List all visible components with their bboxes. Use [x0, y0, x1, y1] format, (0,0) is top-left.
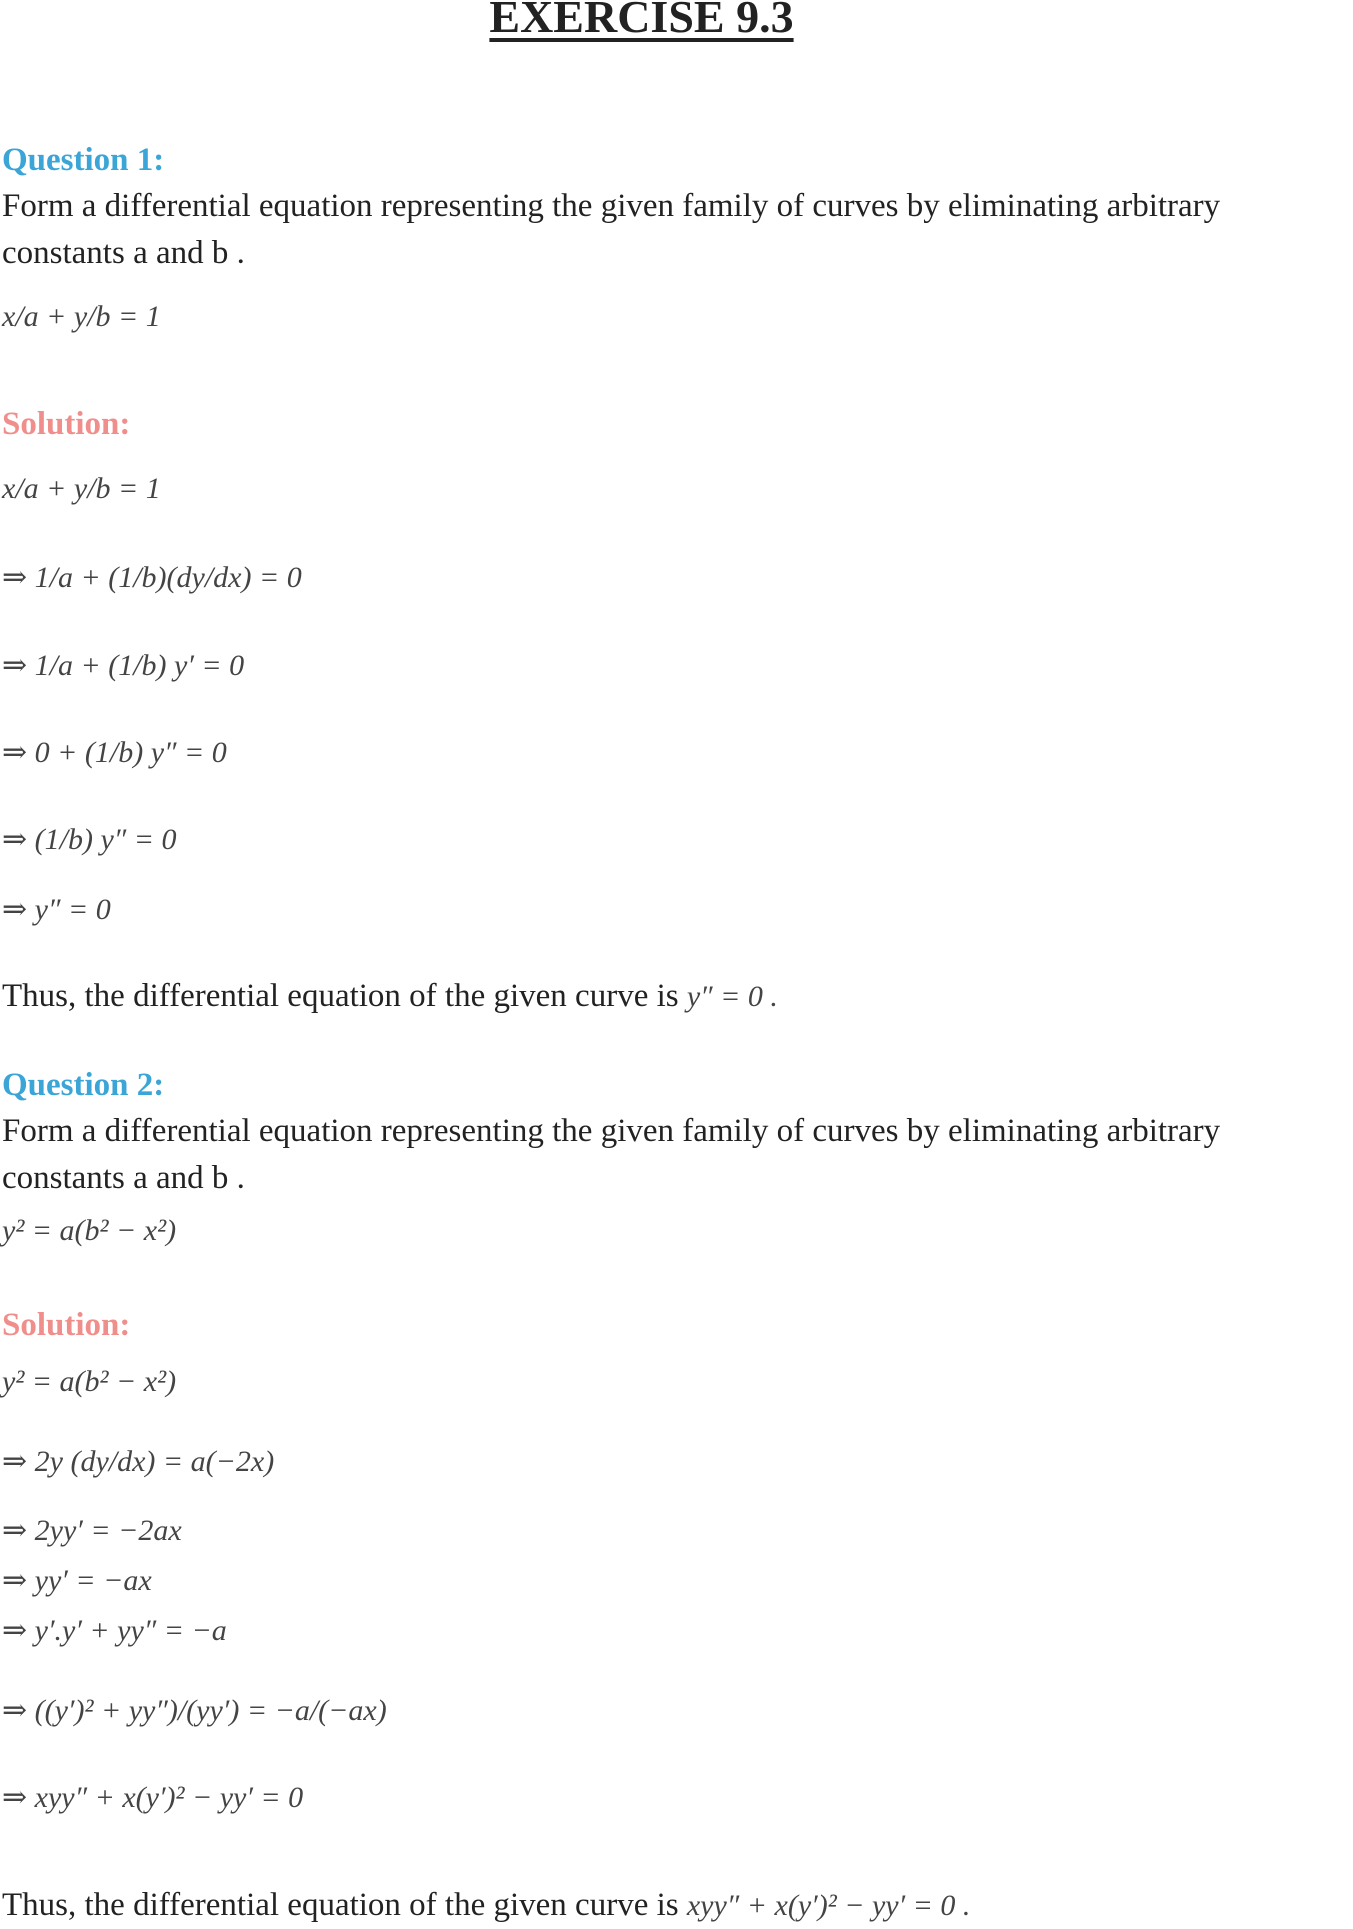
question-1-prompt-main: Form a differential equation representing the given family of curves by eliminating arbitrary	[2, 188, 1221, 224]
question-2-heading: Question 2:	[2, 1067, 165, 1103]
question-2-equation: y² = a(b² − x²)	[2, 1214, 177, 1247]
solution-1-step-5: ⇒ (1/b) y″ = 0	[2, 823, 177, 856]
solution-2-conclusion-equation: xyy″ + x(y′)² − yy′ = 0 .	[686, 1889, 971, 1922]
solution-2-conclusion	[2, 1887, 970, 1924]
solution-1-heading: Solution:	[2, 406, 131, 442]
solution-2-step-5: ⇒ y′.y′ + yy″ = −a	[2, 1614, 227, 1647]
solution-2-step-6: ⇒ ((y′)² + yy″)/(yy′) = −a/(−ax)	[2, 1694, 387, 1727]
solution-1-step-3: ⇒ 1/a + (1/b) y′ = 0	[2, 649, 245, 682]
question-1-prompt-end: constants a and b .	[2, 235, 245, 271]
solution-1-step-2: ⇒ 1/a + (1/b)(dy/dx) = 0	[2, 561, 302, 594]
solution-2-step-1: y² = a(b² − x²)	[2, 1365, 177, 1398]
solution-1-step-1: x/a + y/b = 1	[2, 472, 161, 505]
question-2-prompt-main: Form a differential equation representing the given family of curves by eliminating arbitrary	[2, 1113, 1221, 1149]
solution-2-step-7: ⇒ xyy″ + x(y′)² − yy′ = 0	[2, 1781, 304, 1814]
question-2-prompt	[2, 1108, 1350, 1202]
solution-1-conclusion-equation: y″ = 0 .	[686, 980, 778, 1013]
page-title: EXERCISE 9.3	[489, 0, 794, 42]
question-1-heading: Question 1:	[2, 142, 165, 178]
question-1-prompt	[2, 183, 1350, 277]
solution-1-step-4: ⇒ 0 + (1/b) y″ = 0	[2, 736, 227, 769]
solution-1-step-6: ⇒ y″ = 0	[2, 893, 111, 926]
solution-2-step-3: ⇒ 2yy′ = −2ax	[2, 1514, 182, 1547]
question-2-prompt-end: constants a and b .	[2, 1160, 245, 1196]
solution-1-conclusion	[2, 978, 778, 1015]
question-1-equation: x/a + y/b = 1	[2, 300, 161, 333]
solution-2-heading: Solution:	[2, 1307, 131, 1343]
solution-2-conclusion-text: Thus, the differential equation of the given curve is	[2, 1887, 679, 1923]
solution-2-step-4: ⇒ yy′ = −ax	[2, 1564, 152, 1597]
solution-1-conclusion-text: Thus, the differential equation of the given curve is	[2, 978, 679, 1014]
solution-2-step-2: ⇒ 2y (dy/dx) = a(−2x)	[2, 1445, 275, 1478]
